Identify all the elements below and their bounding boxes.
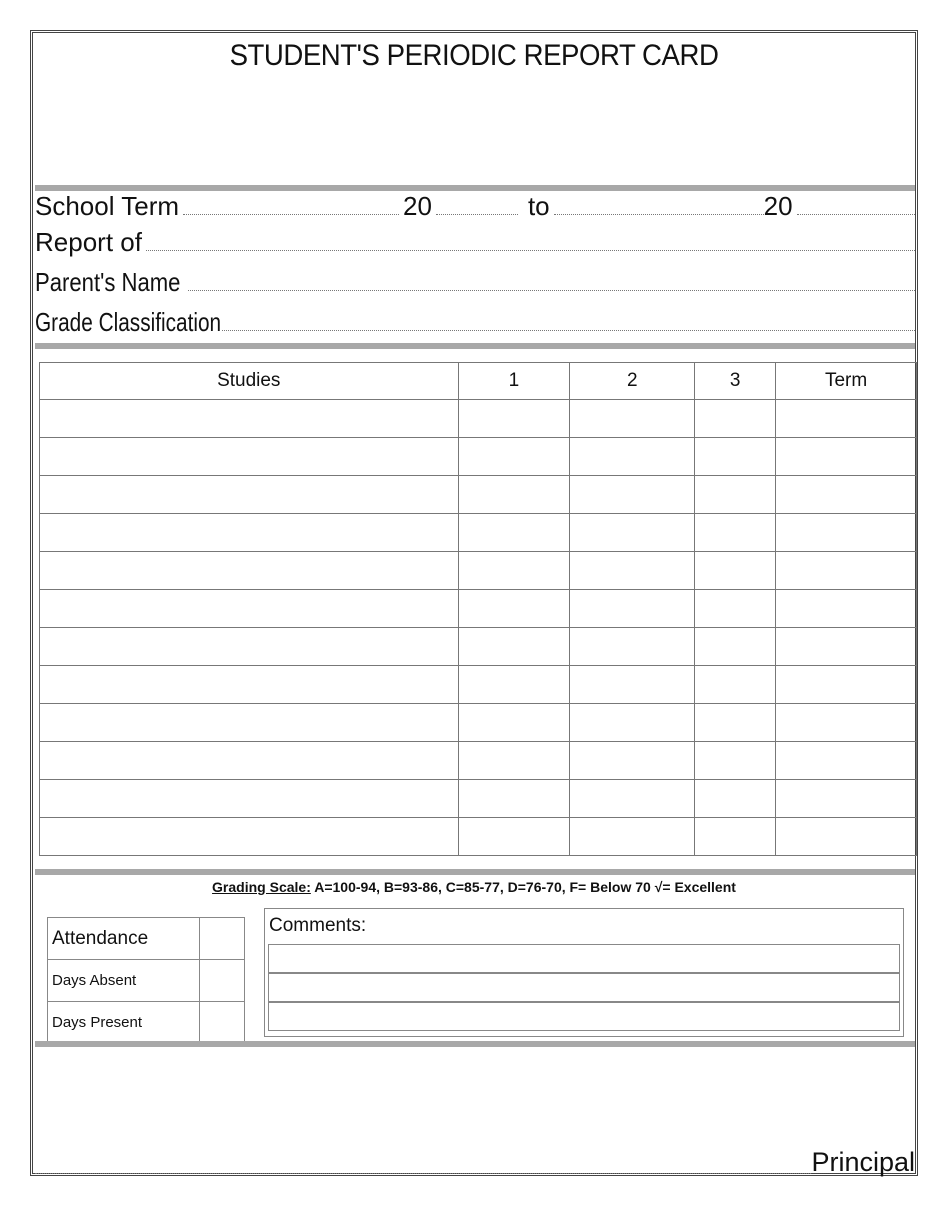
grading-scale-text: A=100-94, B=93-86, C=85-77, D=76-70, F= Below 70 √= Excellent <box>310 879 736 895</box>
comments-box <box>264 908 904 1037</box>
table-row <box>40 476 917 514</box>
period-3-cell[interactable] <box>695 704 776 742</box>
parent-name-field <box>35 269 915 295</box>
to-blank[interactable] <box>554 213 764 215</box>
term-cell[interactable] <box>776 780 917 818</box>
column-header-term: Term <box>776 363 917 400</box>
period-1-cell[interactable] <box>458 742 570 780</box>
study-cell[interactable] <box>40 438 459 476</box>
grade-classification-blank[interactable] <box>222 329 915 331</box>
principal-signature-field <box>35 1147 915 1178</box>
term-cell[interactable] <box>776 400 917 438</box>
comment-line[interactable] <box>268 1002 900 1031</box>
term-cell[interactable] <box>776 704 917 742</box>
period-1-cell[interactable] <box>458 704 570 742</box>
period-2-cell[interactable] <box>570 742 695 780</box>
period-2-cell[interactable] <box>570 628 695 666</box>
report-of-label: Report of <box>35 227 142 257</box>
period-1-cell[interactable] <box>458 780 570 818</box>
grading-scale <box>33 879 915 895</box>
study-cell[interactable] <box>40 780 459 818</box>
term-cell[interactable] <box>776 666 917 704</box>
study-cell[interactable] <box>40 514 459 552</box>
period-3-cell[interactable] <box>695 476 776 514</box>
term-cell[interactable] <box>776 818 917 856</box>
term-cell[interactable] <box>776 552 917 590</box>
study-cell[interactable] <box>40 552 459 590</box>
term-cell[interactable] <box>776 476 917 514</box>
period-3-cell[interactable] <box>695 742 776 780</box>
table-row <box>40 628 917 666</box>
parent-name-blank[interactable] <box>188 289 915 291</box>
term-cell[interactable] <box>776 438 917 476</box>
period-1-cell[interactable] <box>458 400 570 438</box>
table-row <box>40 666 917 704</box>
days-absent-label: Days Absent <box>48 960 200 1002</box>
period-1-cell[interactable] <box>458 628 570 666</box>
period-2-cell[interactable] <box>570 590 695 628</box>
table-row <box>40 818 917 856</box>
period-2-cell[interactable] <box>570 552 695 590</box>
period-3-cell[interactable] <box>695 590 776 628</box>
days-present-value[interactable] <box>200 1002 245 1044</box>
study-cell[interactable] <box>40 628 459 666</box>
divider <box>35 1041 915 1047</box>
column-header-period-1: 1 <box>458 363 570 400</box>
period-2-cell[interactable] <box>570 704 695 742</box>
period-1-cell[interactable] <box>458 552 570 590</box>
study-cell[interactable] <box>40 666 459 704</box>
attendance-table <box>47 917 245 1044</box>
days-present-label: Days Present <box>48 1002 200 1044</box>
term-cell[interactable] <box>776 590 917 628</box>
table-row <box>40 514 917 552</box>
period-3-cell[interactable] <box>695 514 776 552</box>
divider <box>35 343 915 349</box>
column-header-studies: Studies <box>40 363 459 400</box>
parent-name-label: Parent's Name <box>35 267 181 297</box>
comment-line[interactable] <box>268 973 900 1002</box>
year-start-blank[interactable] <box>436 213 518 215</box>
grades-header-row <box>40 363 917 400</box>
school-term-field <box>35 193 915 219</box>
period-3-cell[interactable] <box>695 438 776 476</box>
comment-line[interactable] <box>268 944 900 973</box>
study-cell[interactable] <box>40 704 459 742</box>
period-3-cell[interactable] <box>695 628 776 666</box>
table-row <box>40 742 917 780</box>
period-3-cell[interactable] <box>695 400 776 438</box>
period-1-cell[interactable] <box>458 438 570 476</box>
table-row <box>40 704 917 742</box>
period-2-cell[interactable] <box>570 438 695 476</box>
column-header-period-3: 3 <box>695 363 776 400</box>
year-prefix-start: 20 <box>403 191 432 221</box>
period-3-cell[interactable] <box>695 666 776 704</box>
period-1-cell[interactable] <box>458 666 570 704</box>
period-1-cell[interactable] <box>458 476 570 514</box>
table-row <box>40 438 917 476</box>
table-row <box>40 400 917 438</box>
period-3-cell[interactable] <box>695 780 776 818</box>
period-2-cell[interactable] <box>570 400 695 438</box>
period-2-cell[interactable] <box>570 666 695 704</box>
study-cell[interactable] <box>40 400 459 438</box>
divider <box>35 869 915 875</box>
period-2-cell[interactable] <box>570 780 695 818</box>
grade-classification-field <box>35 309 915 335</box>
report-of-blank[interactable] <box>146 249 915 251</box>
period-1-cell[interactable] <box>458 818 570 856</box>
grades-table <box>39 362 917 856</box>
days-absent-value[interactable] <box>200 960 245 1002</box>
period-2-cell[interactable] <box>570 818 695 856</box>
study-cell[interactable] <box>40 590 459 628</box>
school-term-label: School Term <box>35 191 180 221</box>
period-1-cell[interactable] <box>458 514 570 552</box>
term-cell[interactable] <box>776 628 917 666</box>
grading-scale-label: Grading Scale: <box>212 879 311 895</box>
year-prefix-end: 20 <box>763 191 793 221</box>
principal-label: Principal <box>811 1147 915 1177</box>
period-1-cell[interactable] <box>458 590 570 628</box>
study-cell[interactable] <box>40 476 459 514</box>
year-end-blank[interactable] <box>797 213 915 215</box>
grade-classification-label: Grade Classification <box>35 307 222 337</box>
report-of-field <box>35 229 915 255</box>
table-row <box>40 552 917 590</box>
term-blank[interactable] <box>183 213 399 215</box>
to-label: to <box>527 191 550 221</box>
page-title: STUDENT'S PERIODIC REPORT CARD <box>229 39 719 72</box>
term-cell[interactable] <box>776 742 917 780</box>
attendance-header: Attendance <box>48 918 200 960</box>
column-header-period-2: 2 <box>570 363 695 400</box>
study-cell[interactable] <box>40 818 459 856</box>
study-cell[interactable] <box>40 742 459 780</box>
period-3-cell[interactable] <box>695 552 776 590</box>
principal-signature-blank[interactable] <box>35 1173 811 1174</box>
attendance-value-cell[interactable] <box>200 918 245 960</box>
comments-label: Comments: <box>269 915 367 936</box>
term-cell[interactable] <box>776 514 917 552</box>
period-2-cell[interactable] <box>570 476 695 514</box>
period-3-cell[interactable] <box>695 818 776 856</box>
report-card <box>30 30 918 1176</box>
table-row <box>40 590 917 628</box>
table-row <box>40 780 917 818</box>
period-2-cell[interactable] <box>570 514 695 552</box>
